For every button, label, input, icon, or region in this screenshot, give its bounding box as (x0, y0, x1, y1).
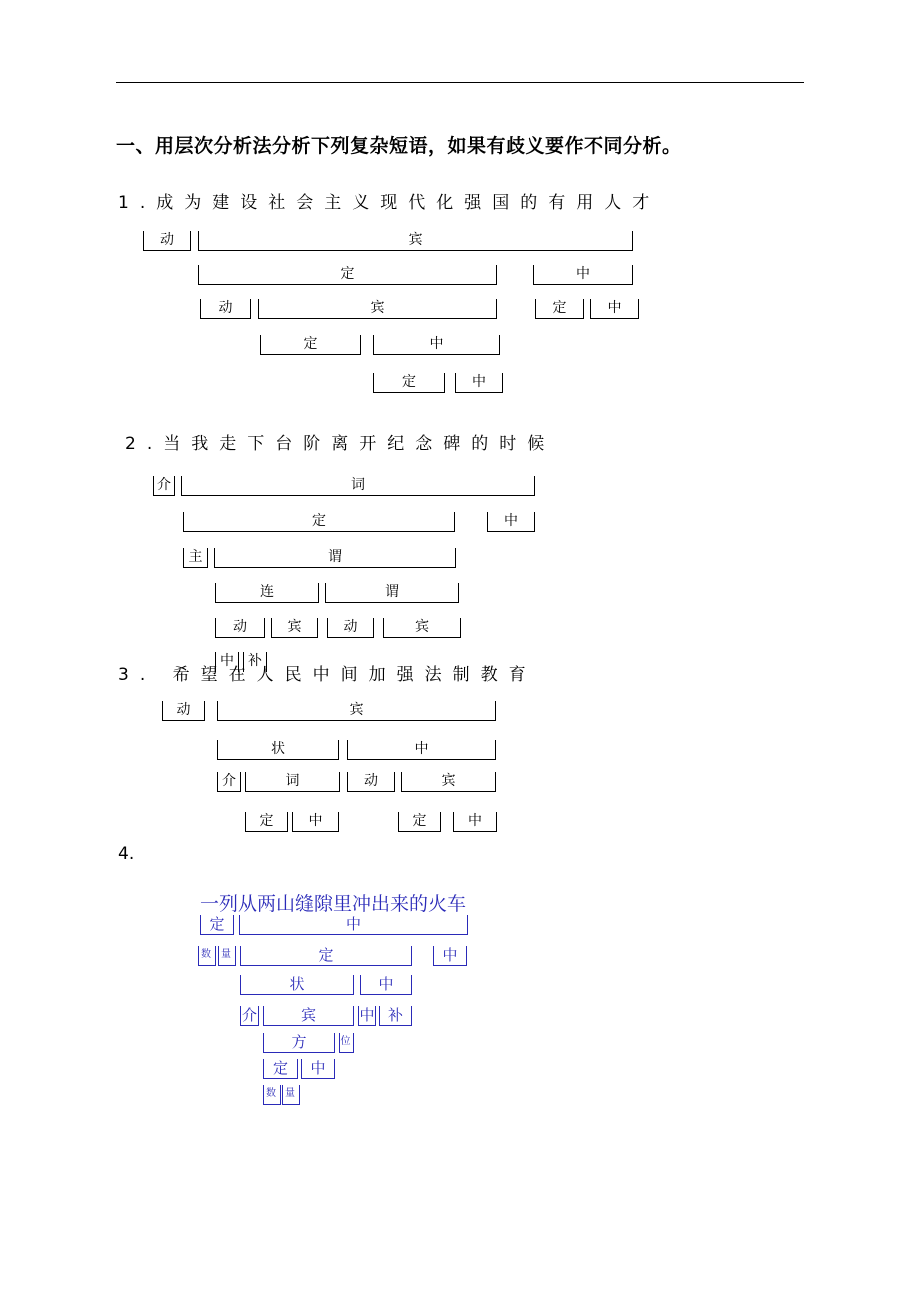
top-rule (116, 82, 804, 83)
ex3-label: 宾 (401, 772, 496, 792)
ex3-label: 状 (217, 740, 339, 760)
ex4-label: 量 (282, 1085, 300, 1105)
ex4-label: 宾 (263, 1006, 354, 1026)
ex4-label: 状 (240, 975, 354, 995)
ex4-label: 定 (263, 1059, 298, 1079)
ex2-label: 谓 (325, 583, 459, 603)
ex1-label: 中 (455, 373, 503, 393)
ex1-label: 定 (373, 373, 445, 393)
ex4-label: 中 (239, 915, 468, 935)
ex4-label: 方 (263, 1033, 335, 1053)
ex4-label: 补 (379, 1006, 412, 1026)
ex1-label: 动 (143, 231, 191, 251)
ex4-label: 数 (263, 1085, 281, 1105)
ex1-label: 中 (533, 265, 633, 285)
ex4-label: 中 (359, 1006, 375, 1024)
ex1-label: 动 (200, 299, 251, 319)
ex3-label: 动 (162, 701, 205, 721)
ex1-label: 定 (260, 335, 361, 355)
ex2-label: 介 (153, 476, 175, 496)
ex4-label: 数 (198, 946, 216, 966)
ex3-label: 中 (347, 740, 496, 760)
ex3-label: 定 (245, 812, 288, 832)
ex4-label: 中 (433, 946, 467, 966)
ex2-label: 谓 (214, 548, 456, 568)
ex4-label: 量 (218, 946, 236, 966)
ex2-sentence: 2.当我走下台阶离开纪念碑的时候 (125, 434, 556, 454)
ex4-label: 中 (360, 975, 412, 995)
ex2-label: 宾 (271, 618, 318, 638)
ex1-sentence: 1.成为建设社会主义现代化强国的有用人才 (118, 193, 661, 213)
ex4-label: 位 (339, 1033, 354, 1053)
ex2-label: 动 (215, 618, 265, 638)
ex2-label: 宾 (383, 618, 461, 638)
ex3-label: 宾 (217, 701, 496, 721)
ex4-sentence: 一列从两山缝隙里冲出来的火车 (200, 893, 467, 915)
ex3-label: 词 (245, 772, 340, 792)
ex2-label: 动 (327, 618, 374, 638)
ex1-label: 定 (535, 299, 584, 319)
ex3-label: 动 (347, 772, 395, 792)
ex4-label: 中 (301, 1059, 335, 1079)
page-title: 一、用层次分析法分析下列复杂短语，如果有歧义要作不同分析。 (116, 135, 682, 157)
ex3-label: 介 (217, 772, 241, 792)
ex2-label: 词 (181, 476, 535, 496)
ex4-label: 定 (240, 946, 412, 966)
ex3-label: 定 (398, 812, 441, 832)
ex2-label: 中 (215, 652, 239, 672)
ex3-label: 中 (453, 812, 497, 832)
ex1-label: 宾 (198, 231, 633, 251)
ex2-label: 定 (183, 512, 455, 532)
ex3-label: 中 (292, 812, 339, 832)
ex4-label: 介 (241, 1006, 257, 1024)
ex3-sentence: 3. 希望在人民中间加强法制教育 (118, 665, 537, 685)
ex4-label: 定 (200, 915, 234, 935)
ex1-label: 中 (590, 299, 639, 319)
ex4-number: 4. (118, 844, 135, 864)
ex1-label: 中 (373, 335, 500, 355)
ex2-label: 主 (183, 548, 208, 568)
ex2-label: 连 (215, 583, 319, 603)
ex2-label: 补 (243, 652, 267, 672)
ex1-label: 宾 (258, 299, 497, 319)
ex2-label: 中 (487, 512, 535, 532)
ex1-label: 定 (198, 265, 497, 285)
